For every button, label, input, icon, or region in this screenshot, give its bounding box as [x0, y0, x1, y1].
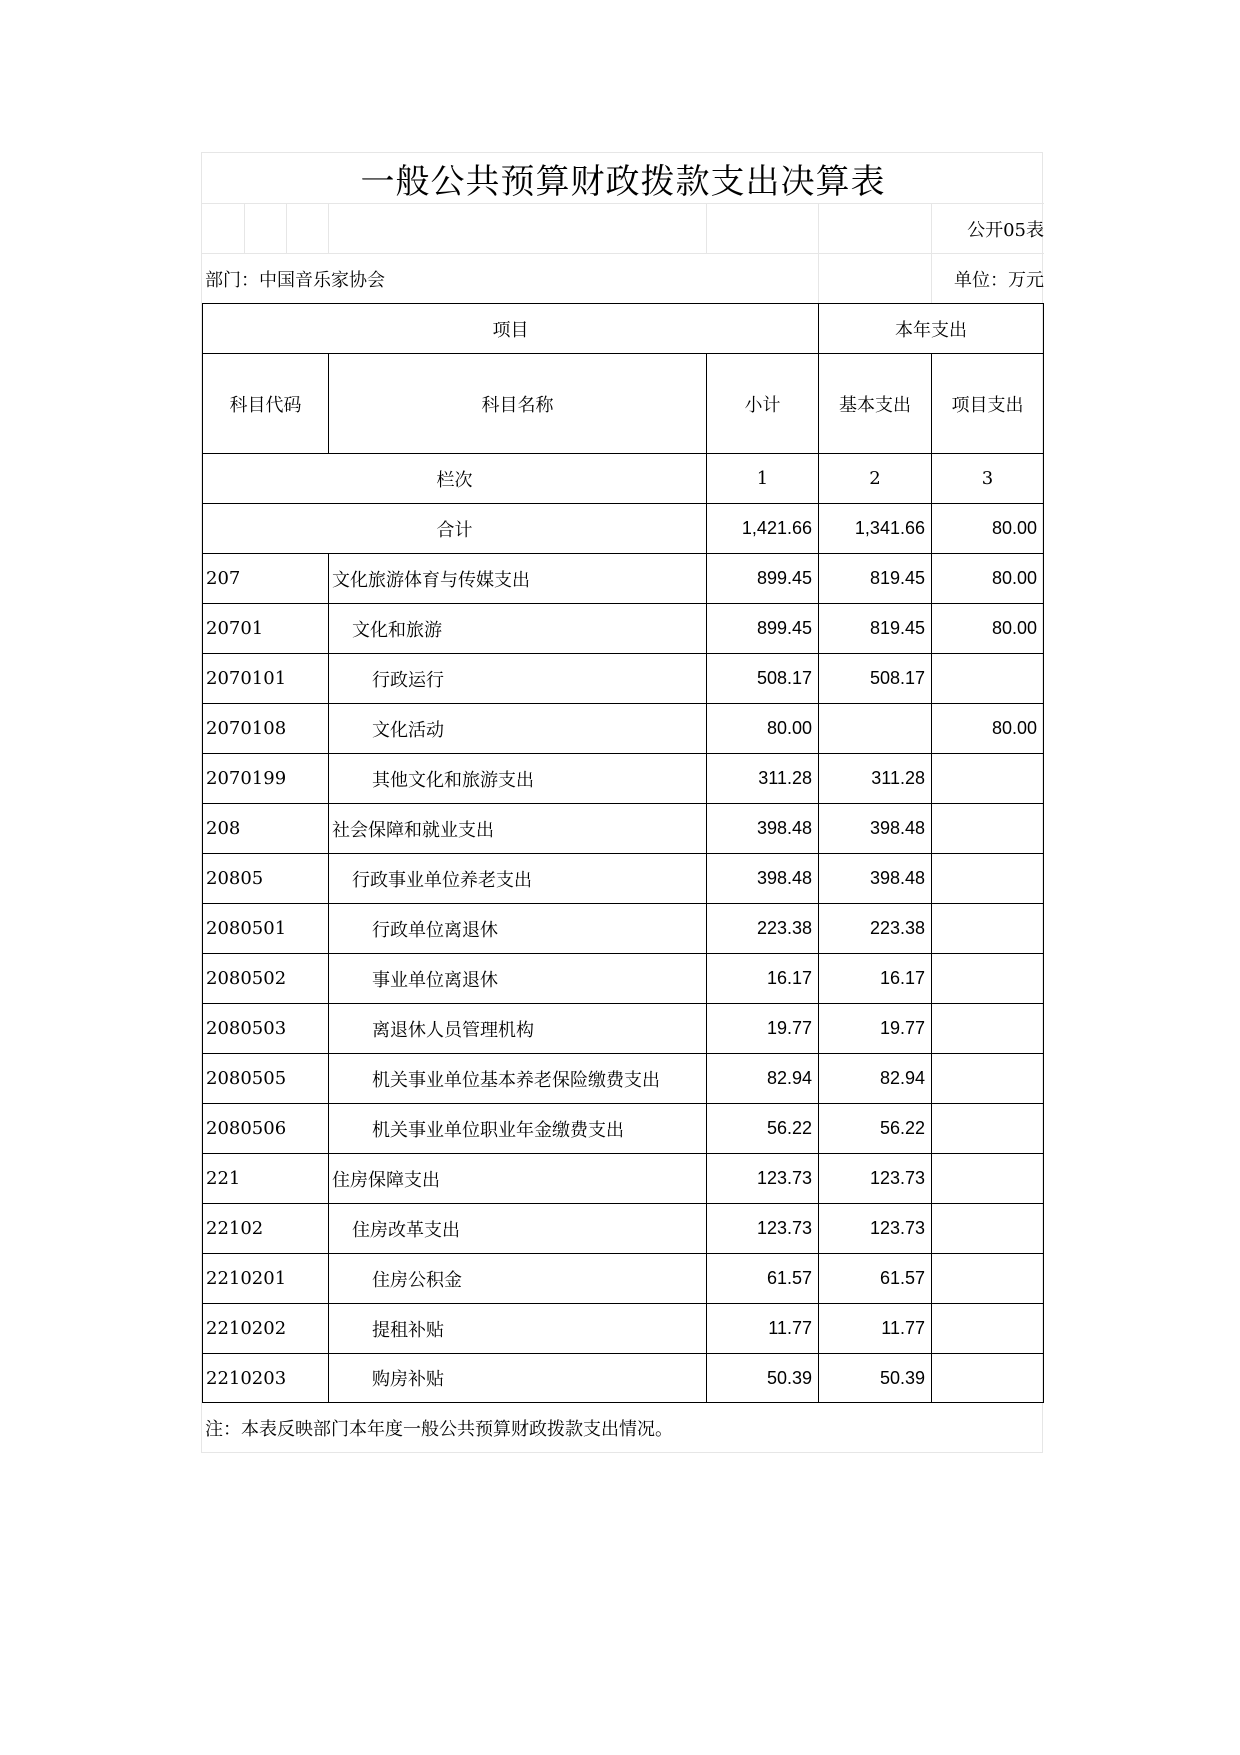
- row-code: 2080501: [202, 903, 328, 953]
- row-project: [931, 1253, 1044, 1303]
- row-subtotal: 82.94: [706, 1053, 818, 1103]
- grid-cell: [286, 203, 328, 253]
- row-code: 2070199: [202, 753, 328, 803]
- row-basic: 123.73: [818, 1203, 931, 1253]
- table-number: 公开05表: [931, 203, 1044, 253]
- row-project: 80.00: [931, 553, 1044, 603]
- row-code: 2080505: [202, 1053, 328, 1103]
- row-basic: 223.38: [818, 903, 931, 953]
- col-number-3: 3: [931, 453, 1044, 503]
- row-basic: 398.48: [818, 803, 931, 853]
- row-code: 2080506: [202, 1103, 328, 1153]
- row-name: 住房公积金: [328, 1253, 706, 1303]
- row-basic: 311.28: [818, 753, 931, 803]
- row-name: 离退休人员管理机构: [328, 1003, 706, 1053]
- row-code: 20701: [202, 603, 328, 653]
- row-subtotal: 398.48: [706, 803, 818, 853]
- row-basic: 123.73: [818, 1153, 931, 1203]
- row-subtotal: 56.22: [706, 1103, 818, 1153]
- row-project: [931, 953, 1044, 1003]
- row-subtotal: 899.45: [706, 603, 818, 653]
- row-code: 2210203: [202, 1353, 328, 1403]
- row-subtotal: 398.48: [706, 853, 818, 903]
- row-subtotal: 311.28: [706, 753, 818, 803]
- grid-cell: [244, 203, 286, 253]
- row-project: [931, 1153, 1044, 1203]
- row-basic: 819.45: [818, 553, 931, 603]
- header-item: 项目: [202, 303, 818, 353]
- row-code: 2210201: [202, 1253, 328, 1303]
- row-basic: 398.48: [818, 853, 931, 903]
- row-basic: 11.77: [818, 1303, 931, 1353]
- row-subtotal: 899.45: [706, 553, 818, 603]
- unit-label: 单位：万元: [931, 253, 1044, 303]
- row-basic: 16.17: [818, 953, 931, 1003]
- row-subtotal: 16.17: [706, 953, 818, 1003]
- row-code: 208: [202, 803, 328, 853]
- row-subtotal: 80.00: [706, 703, 818, 753]
- row-code: 20805: [202, 853, 328, 903]
- row-name: 住房改革支出: [328, 1203, 706, 1253]
- grid-cell: [818, 203, 931, 253]
- row-name: 购房补贴: [328, 1353, 706, 1403]
- row-name: 机关事业单位职业年金缴费支出: [328, 1103, 706, 1153]
- row-name: 文化旅游体育与传媒支出: [328, 553, 706, 603]
- grid-cell: [706, 203, 818, 253]
- row-project: 80.00: [931, 603, 1044, 653]
- col-number-1: 1: [706, 453, 818, 503]
- header-subtotal: 小计: [706, 353, 818, 453]
- row-project: [931, 1303, 1044, 1353]
- row-name: 行政单位离退休: [328, 903, 706, 953]
- row-name: 文化活动: [328, 703, 706, 753]
- row-basic: [818, 703, 931, 753]
- row-name: 住房保障支出: [328, 1153, 706, 1203]
- row-project: [931, 1353, 1044, 1403]
- budget-sheet: [201, 152, 1043, 1453]
- row-code: 207: [202, 553, 328, 603]
- header-basic: 基本支出: [818, 353, 931, 453]
- row-basic: 50.39: [818, 1353, 931, 1403]
- page-title: 一般公共预算财政拨款支出决算表: [360, 161, 886, 202]
- row-basic: 819.45: [818, 603, 931, 653]
- row-code: 221: [202, 1153, 328, 1203]
- row-subtotal: 123.73: [706, 1153, 818, 1203]
- row-basic: 82.94: [818, 1053, 931, 1103]
- total-project: 80.00: [931, 503, 1044, 553]
- row-name: 提租补贴: [328, 1303, 706, 1353]
- row-basic: 19.77: [818, 1003, 931, 1053]
- row-project: [931, 853, 1044, 903]
- row-subtotal: 223.38: [706, 903, 818, 953]
- row-subtotal: 19.77: [706, 1003, 818, 1053]
- total-basic: 1,341.66: [818, 503, 931, 553]
- row-project: [931, 803, 1044, 853]
- row-name: 文化和旅游: [328, 603, 706, 653]
- row-subtotal: 508.17: [706, 653, 818, 703]
- row-code: 22102: [202, 1203, 328, 1253]
- row-name: 机关事业单位基本养老保险缴费支出: [328, 1053, 706, 1103]
- col-label: 栏次: [202, 453, 706, 503]
- row-name: 其他文化和旅游支出: [328, 753, 706, 803]
- header-code: 科目代码: [202, 353, 328, 453]
- row-subtotal: 11.77: [706, 1303, 818, 1353]
- header-name: 科目名称: [328, 353, 706, 453]
- row-code: 2080503: [202, 1003, 328, 1053]
- total-label: 合计: [202, 503, 706, 553]
- row-code: 2070101: [202, 653, 328, 703]
- row-project: 80.00: [931, 703, 1044, 753]
- row-subtotal: 123.73: [706, 1203, 818, 1253]
- header-current-year: 本年支出: [818, 303, 1044, 353]
- row-project: [931, 1103, 1044, 1153]
- row-project: [931, 1053, 1044, 1103]
- row-name: 社会保障和就业支出: [328, 803, 706, 853]
- row-basic: 508.17: [818, 653, 931, 703]
- grid-cell: [328, 203, 706, 253]
- row-code: 2070108: [202, 703, 328, 753]
- header-project: 项目支出: [931, 353, 1044, 453]
- grid-cell: [818, 253, 931, 303]
- footnote: 注：本表反映部门本年度一般公共预算财政拨款支出情况。: [205, 1419, 673, 1440]
- row-name: 行政运行: [328, 653, 706, 703]
- row-code: 2210202: [202, 1303, 328, 1353]
- row-subtotal: 50.39: [706, 1353, 818, 1403]
- row-project: [931, 653, 1044, 703]
- col-number-2: 2: [818, 453, 931, 503]
- row-name: 事业单位离退休: [328, 953, 706, 1003]
- row-project: [931, 753, 1044, 803]
- grid-cell: [202, 203, 244, 253]
- department-label: 部门：中国音乐家协会: [202, 253, 818, 303]
- expenditure-table: [202, 303, 1044, 1403]
- row-project: [931, 1003, 1044, 1053]
- total-subtotal: 1,421.66: [706, 503, 818, 553]
- row-project: [931, 1203, 1044, 1253]
- row-code: 2080502: [202, 953, 328, 1003]
- row-name: 行政事业单位养老支出: [328, 853, 706, 903]
- row-project: [931, 903, 1044, 953]
- row-basic: 56.22: [818, 1103, 931, 1153]
- row-basic: 61.57: [818, 1253, 931, 1303]
- row-subtotal: 61.57: [706, 1253, 818, 1303]
